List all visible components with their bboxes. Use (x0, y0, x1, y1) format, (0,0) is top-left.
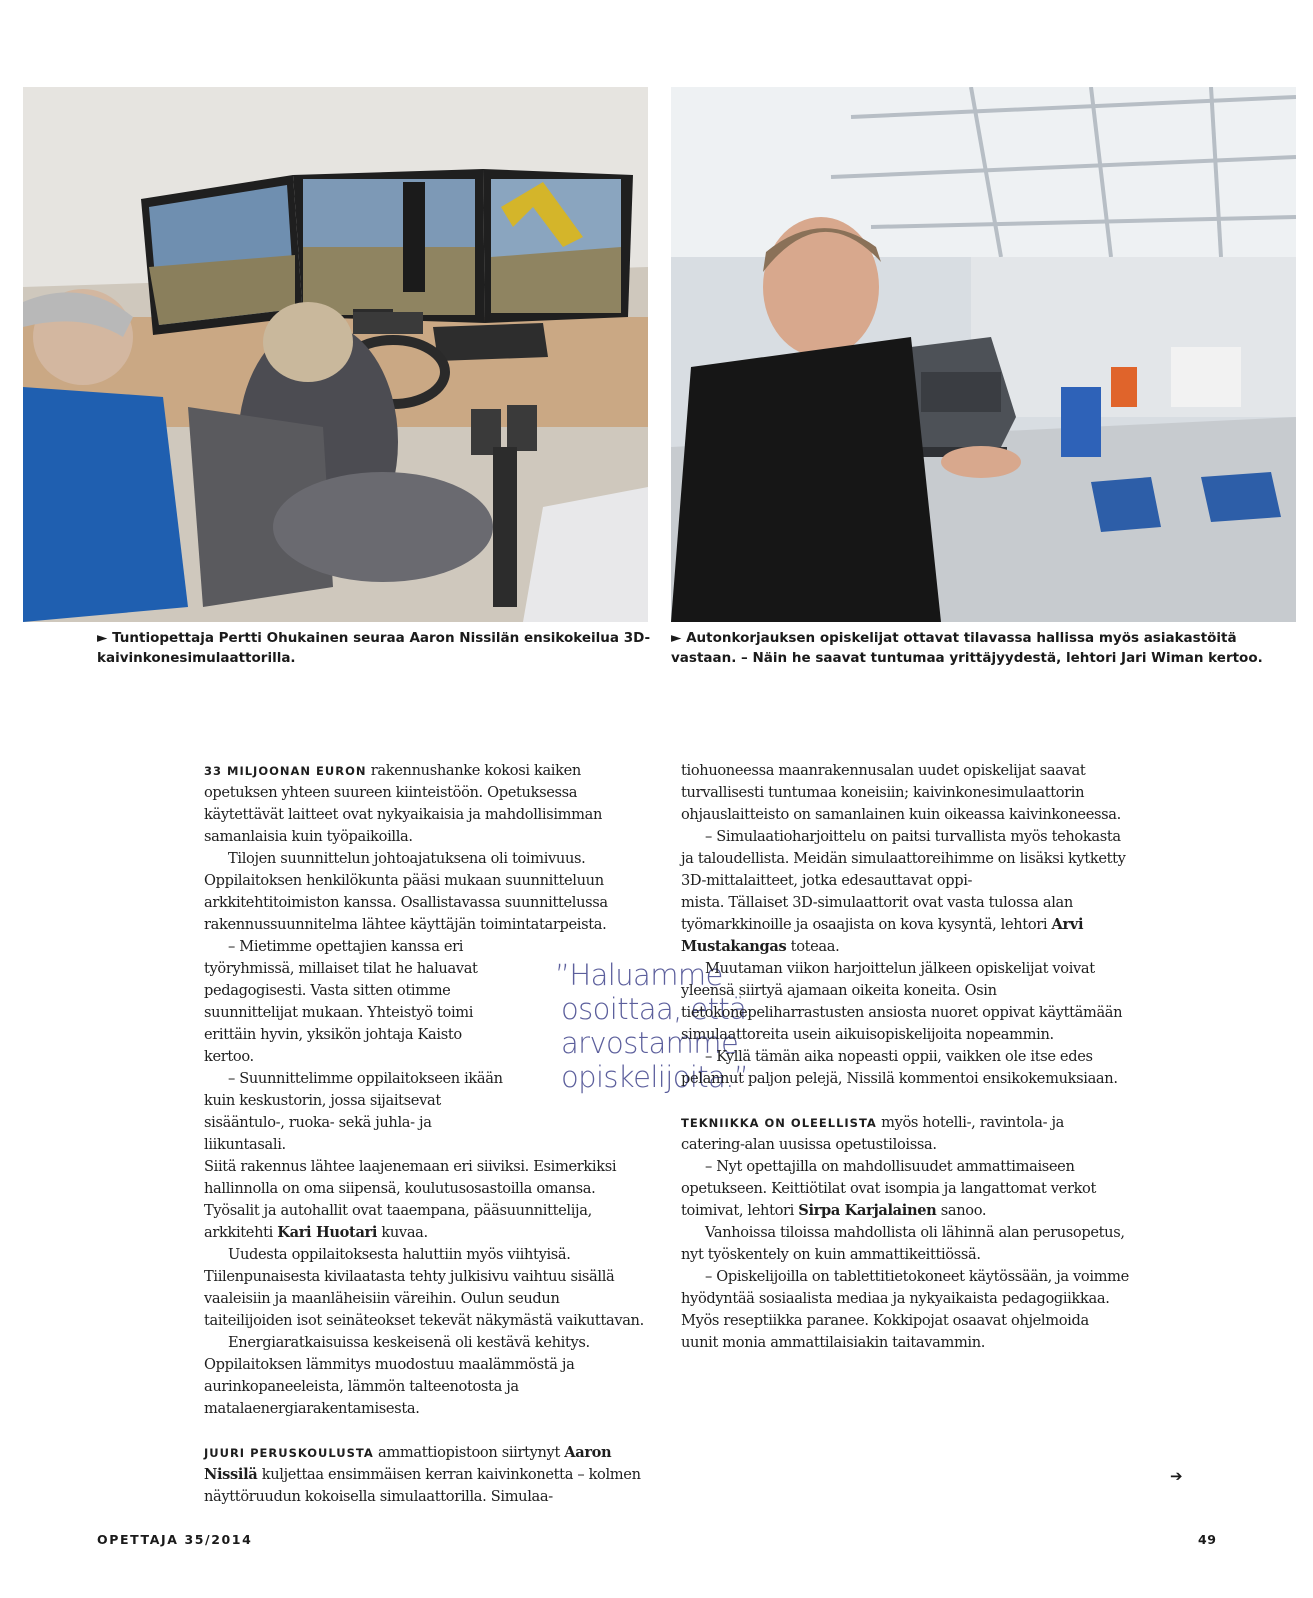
article-paragraph: – Kyllä tämän aika nopeasti oppii, vaikken ole itse edes pelannut paljon pelejä, Nissilä kommentoi ensikokemuksiaan. (681, 1048, 1118, 1087)
article-column-left (204, 760, 644, 1508)
pull-quote-line: arvostamme (561, 1026, 739, 1060)
paragraph-text: myös hotelli-, ravintola- ja catering-alan uusissa opetustiloissa. (681, 1114, 1064, 1153)
paragraph-text: rakennushanke kokosi kaiken opetuksen yhteen suureen kiinteistöön. Opetuksessa käytettävät laitteet ovat nykyaikaisia ja mahdollisimman samanlaisia kuin työpaikoilla. (204, 762, 603, 845)
pull-quote-line: ”Haluamme (555, 958, 723, 992)
paragraph-text: – Nyt opettajilla on mahdollisuudet ammattimaiseen opetukseen. Keittiötilat ovat isompia ja langattomat verkot toimivat, lehtori (681, 1158, 1097, 1219)
article-paragraph (681, 892, 1129, 958)
article-column-right (681, 760, 1129, 1354)
paragraph-lead-in: JUURI PERUSKOULUSTA (204, 1446, 374, 1460)
continue-arrow-icon: ➔ (1170, 1467, 1183, 1485)
paragraph-text: kuvaa. (377, 1224, 428, 1241)
photo-caption-left: ► Tuntiopettaja Pertti Ohukainen seuraa Aaron Nissilän ensikokeilua 3D-kaivinkonesimulaattorilla. (97, 630, 651, 666)
article-paragraph (204, 1156, 644, 1244)
publication-footer: OPETTAJA 35/2014 (97, 1532, 253, 1547)
paragraph-lead-in: TEKNIIKKA ON OLEELLISTA (681, 1116, 877, 1130)
article-paragraph: Vanhoissa tiloissa mahdollista oli lähinnä alan perusopetus, nyt työskentely on kuin ammattikeittiössä. (681, 1224, 1125, 1263)
photo-car-repair-hall (671, 87, 1296, 622)
article-paragraph: Uudesta oppilaitoksesta haluttiin myös viihtyisä. Tiilenpunaisesta kivilaatasta tehty julkisivu vaihtuu sisällä vaaleisiin ja maanläheisiin väreihin. Oulun seudun taiteilijoiden isot seinäteokset tekevät näkymästä vaikuttavan. (204, 1246, 644, 1329)
article-paragraph: – Simulaatioharjoittelu on paitsi turvallista myös tehokasta ja taloudellista. Meidän simulaattoreihimme on lisäksi kytketty 3D-mittalaitteet, jotka edesauttavat oppi- (681, 828, 1126, 889)
paragraph-text: toteaa. (786, 938, 840, 955)
page-number: 49 (1198, 1532, 1217, 1547)
article-paragraph (681, 1156, 1129, 1222)
pull-quote-line: osoittaa, että (561, 992, 747, 1026)
paragraph-text: mista. Tällaiset 3D-simulaattorit ovat vasta tulossa alan työmarkkinoille ja osaajista on kova kysyntä, lehtori (681, 894, 1073, 933)
article-paragraph (681, 1112, 1129, 1156)
article-paragraph (204, 1442, 644, 1508)
article-paragraph (204, 760, 644, 848)
article-paragraph: Energiaratkaisuissa keskeisenä oli kestävä kehitys. Oppilaitoksen lämmitys muodostuu maalämmöstä ja aurinkopaneeleista, lämmön talteenotosta ja matalaenergiarakentamisesta. (204, 1334, 590, 1417)
article-paragraph: Tilojen suunnittelun johtoajatuksena oli toimivuus. Oppilaitoksen henkilökunta pääsi mukaan suunnitteluun arkkitehtitoimiston kanssa. Osallistavassa suunnittelussa rakennussuunnitelma lähtee käyttäjän toimintatarpeista. (204, 850, 608, 933)
photo-caption-right: ► Autonkorjauksen opiskelijat ottavat tilavassa hallissa myös asiakastöitä vastaan. – Näin he saavat tuntumaa yrittäjyydestä, lehtori Jari Wiman kertoo. (671, 630, 1263, 666)
person-name: Arvi Mustakangas (681, 916, 1084, 955)
article-paragraph: – Mietimme opettajien kanssa eri työryhmissä, millaiset tilat he haluavat pedagogisesti. Vasta sitten otimme suunnittelijat mukaan. Yhteistyö toimi erittäin hyvin, yksikön johtaja Kaisto kertoo. (204, 938, 478, 1065)
person-name: Kari Huotari (277, 1224, 378, 1241)
simulator-photo-illustration (23, 87, 648, 622)
article-paragraph: – Suunnittelimme oppilaitokseen ikään kuin keskustorin, jossa sijaitsevat sisääntulo-, ruoka- sekä juhla- ja liikuntasali. (204, 1070, 503, 1153)
paragraph-lead-in: 33 MILJOONAN EURON (204, 764, 367, 778)
photo-excavator-simulator (23, 87, 648, 622)
paragraph-text: sanoo. (936, 1202, 987, 1219)
article-paragraph: tiohuoneessa maanrakennusalan uudet opiskelijat saavat turvallisesti tuntumaa koneisiin; kaivinkonesimulaattorin ohjauslaitteisto on samanlainen kuin oikeassa kaivinkoneessa. (681, 762, 1121, 823)
repair-hall-photo-illustration (671, 87, 1296, 622)
article-paragraph: – Opiskelijoilla on tablettitietokoneet käytössään, ja voimme hyödyntää sosiaalista mediaa ja nykyaikaista pedagogiikkaa. Myös reseptiikka paranee. Kokkipojat osaavat ohjelmoida uunit monia ammattilaisiakin taitavammin. (681, 1268, 1129, 1351)
paragraph-text: ammattiopistoon siirtynyt (373, 1444, 565, 1461)
person-name: Sirpa Karjalainen (798, 1202, 937, 1219)
paragraph-text: Siitä rakennus lähtee laajenemaan eri siiviksi. Esimerkiksi hallinnolla on oma siipensä, koulutusosastoilla omansa. Työsalit ja autohallit ovat taaempana, pääsuunnittelija, arkkitehti (204, 1158, 617, 1241)
person-name: Aaron Nissilä (204, 1444, 612, 1483)
paragraph-text: kuljettaa ensimmäisen kerran kaivinkonetta – kolmen näyttöruudun kokoisella simulaattorilla. Simulaa- (204, 1466, 641, 1505)
pull-quote-line: opiskelijoita.” (561, 1060, 749, 1094)
article-paragraph: Muutaman viikon harjoittelun jälkeen opiskelijat voivat yleensä siirtyä ajamaan oikeita koneita. Osin tietokonepeliharrastusten ansiosta nuoret oppivat käyttämään simulaattoreita usein aikuisopiskelijoita nopeammin. (681, 960, 1123, 1043)
